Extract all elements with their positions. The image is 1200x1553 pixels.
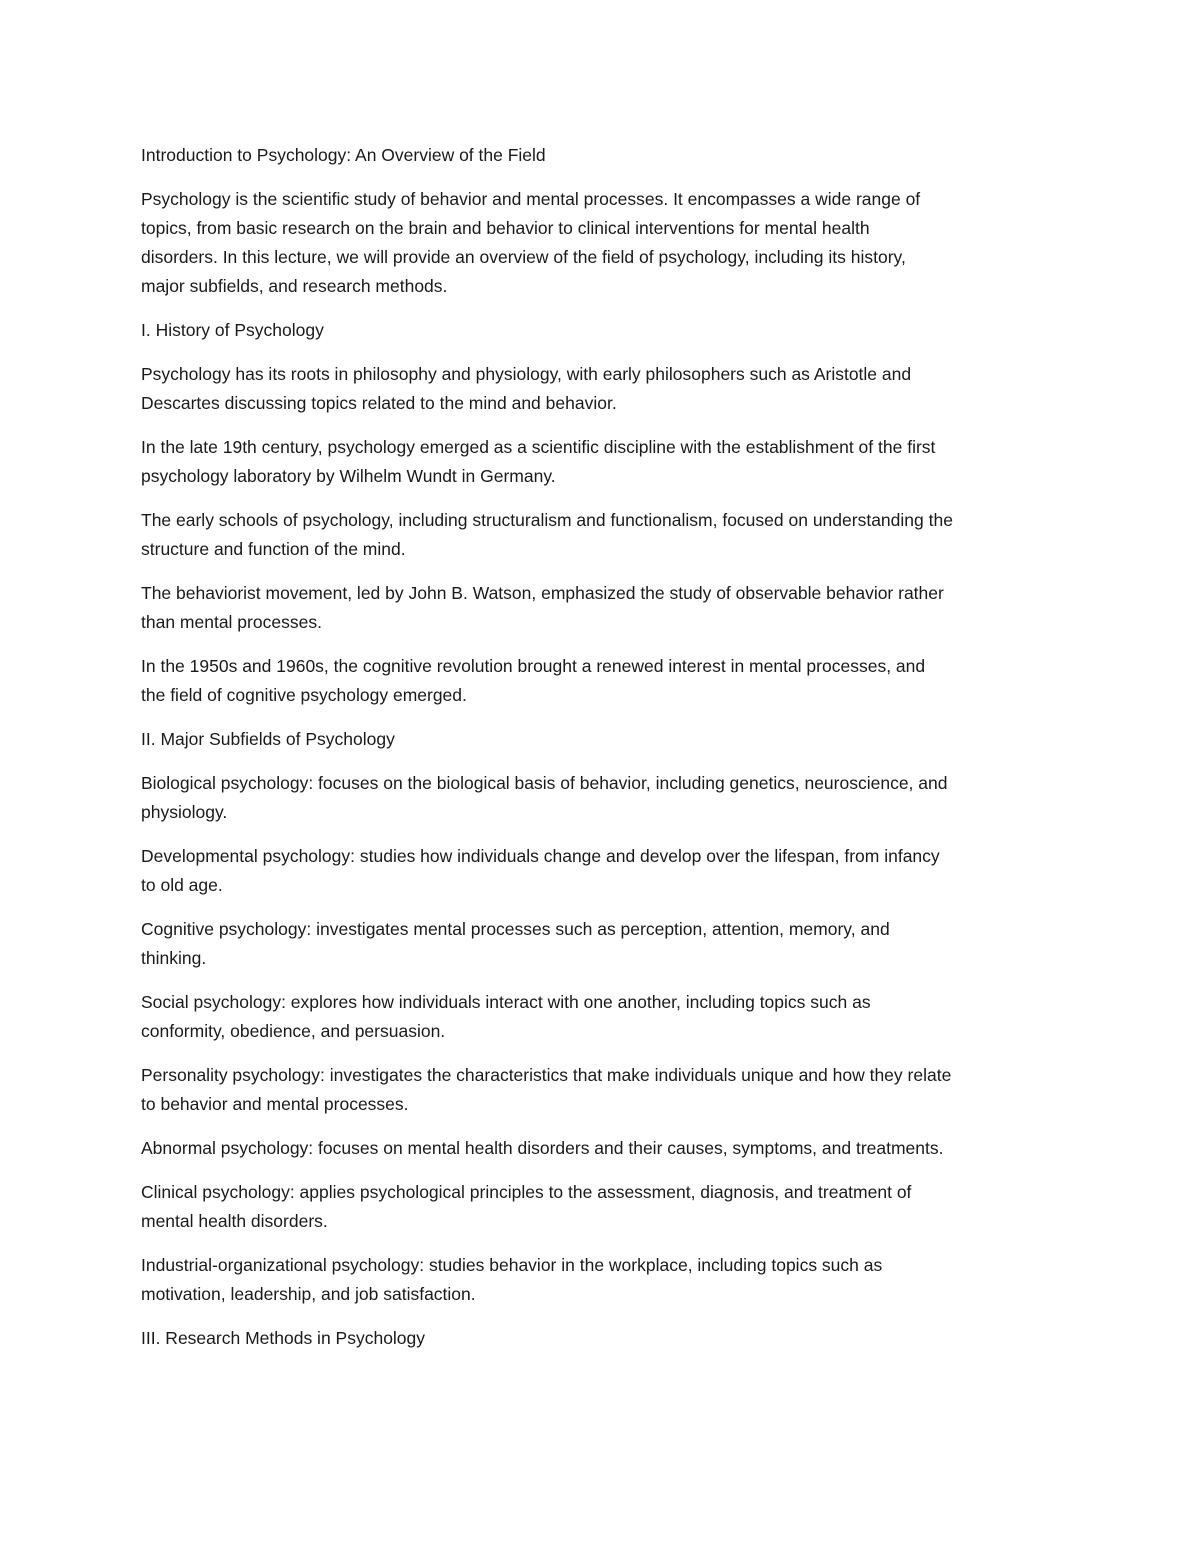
- document-body: [141, 141, 1066, 1368]
- history-paragraph: The early schools of psychology, including structuralism and functionalism, focused on understanding the structure and function of the mind.: [141, 510, 953, 559]
- subfield-paragraph: Clinical psychology: applies psychological principles to the assessment, diagnosis, and treatment of mental health disorders.: [141, 1182, 912, 1231]
- section-heading-subfields: II. Major Subfields of Psychology: [141, 729, 395, 749]
- document-title: Introduction to Psychology: An Overview of the Field: [141, 145, 546, 165]
- history-paragraph: Psychology has its roots in philosophy and physiology, with early philosophers such as Aristotle and Descartes discussing topics related to the mind and behavior.: [141, 364, 912, 413]
- subfield-paragraph: Cognitive psychology: investigates mental processes such as perception, attention, memory, and thinking.: [141, 919, 890, 968]
- intro-paragraph: Psychology is the scientific study of behavior and mental processes. It encompasses a wide range of topics, from basic research on the brain and behavior to clinical interventions for mental health disorders. In this lecture, we will provide an overview of the field of psychology, including its history, major subfields, and research methods.: [141, 189, 921, 296]
- subfield-paragraph: Social psychology: explores how individuals interact with one another, including topics such as conformity, obedience, and persuasion.: [141, 992, 871, 1041]
- section-heading-research-methods: III. Research Methods in Psychology: [141, 1328, 426, 1348]
- subfield-paragraph: Developmental psychology: studies how individuals change and develop over the lifespan, from infancy to old age.: [141, 846, 940, 895]
- history-paragraph: In the 1950s and 1960s, the cognitive revolution brought a renewed interest in mental processes, and the field of cognitive psychology emerged.: [141, 656, 926, 705]
- subfield-paragraph: Industrial-organizational psychology: studies behavior in the workplace, including topics such as motivation, leadership, and job satisfaction.: [141, 1255, 883, 1304]
- history-paragraph: In the late 19th century, psychology emerged as a scientific discipline with the establishment of the first psychology laboratory by Wilhelm Wundt in Germany.: [141, 437, 936, 486]
- section-heading-history: I. History of Psychology: [141, 320, 324, 340]
- subfield-paragraph: Abnormal psychology: focuses on mental health disorders and their causes, symptoms, and treatments.: [141, 1138, 944, 1158]
- history-paragraph: The behaviorist movement, led by John B. Watson, emphasized the study of observable behavior rather than mental processes.: [141, 583, 944, 632]
- subfield-paragraph: Personality psychology: investigates the characteristics that make individuals unique and how they relate to behavior and mental processes.: [141, 1065, 952, 1114]
- subfield-paragraph: Biological psychology: focuses on the biological basis of behavior, including genetics, neuroscience, and physiology.: [141, 773, 948, 822]
